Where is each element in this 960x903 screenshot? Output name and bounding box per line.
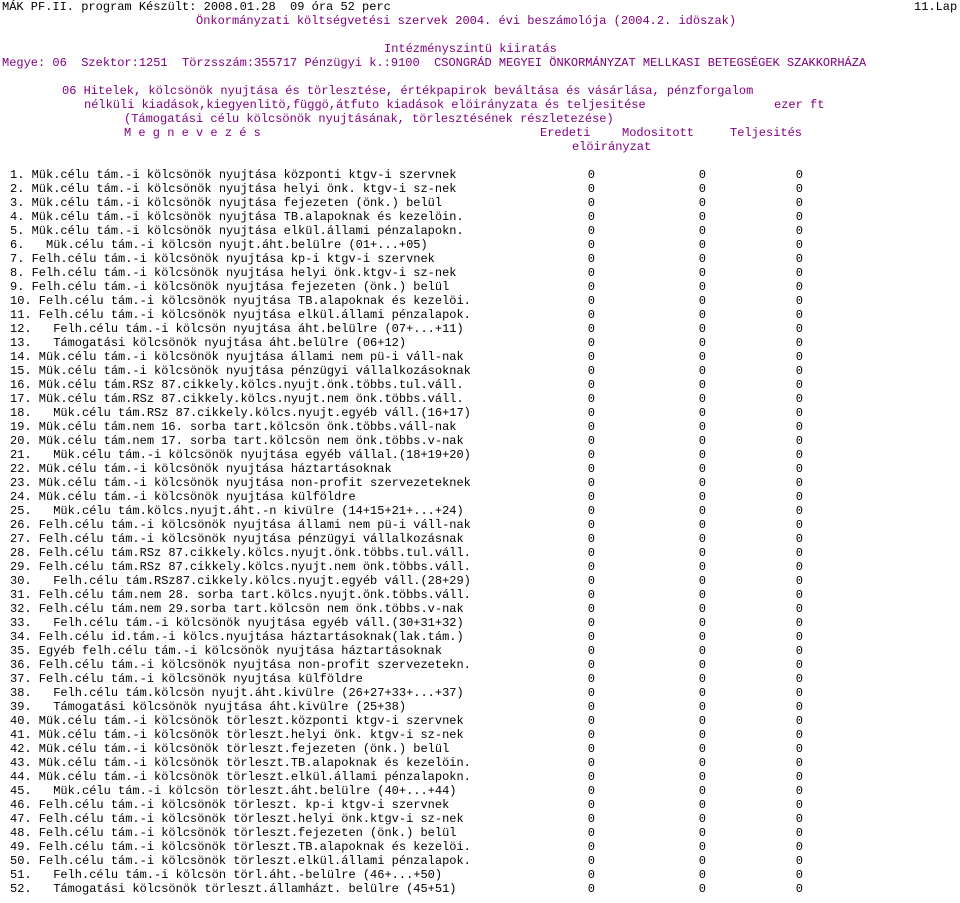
row-label: 33. Felh.célu tám.-i kölcsönök nyujtása egyéb váll.(30+31+32) — [10, 616, 464, 630]
row-label: 34. Felh.célu id.tám.-i kölcs.nyujtása háztartásoknak(lak.tám.) — [10, 630, 464, 644]
table-row — [0, 882, 960, 896]
actual-value: 0 — [795, 798, 803, 812]
original-value: 0 — [587, 420, 595, 434]
modified-value: 0 — [698, 210, 706, 224]
table-row — [0, 364, 960, 378]
table-row — [0, 280, 960, 294]
modified-value: 0 — [698, 742, 706, 756]
table-row — [0, 686, 960, 700]
actual-value: 0 — [795, 238, 803, 252]
actual-value: 0 — [795, 630, 803, 644]
actual-value: 0 — [795, 532, 803, 546]
table-row — [0, 714, 960, 728]
table-row — [0, 588, 960, 602]
table-row — [0, 574, 960, 588]
row-label: 21. Mük.célu tám.-i kölcsönök nyujtása egyéb vállal.(18+19+20) — [10, 448, 471, 462]
row-label: 16. Mük.célu tám.RSz 87.cikkely.kölcs.nyujt.önk.többs.tul.váll. — [10, 378, 464, 392]
actual-value: 0 — [795, 462, 803, 476]
table-row — [0, 224, 960, 238]
modified-value: 0 — [698, 308, 706, 322]
table-row — [0, 350, 960, 364]
row-label: 5. Mük.célu tám.-i kölcsönök nyujtása elkül.állami pénzalapokn. — [10, 224, 464, 238]
table-row — [0, 504, 960, 518]
table-row — [0, 476, 960, 490]
actual-value: 0 — [795, 196, 803, 210]
actual-value: 0 — [795, 714, 803, 728]
modified-value: 0 — [698, 168, 706, 182]
table-row — [0, 630, 960, 644]
table-row — [0, 826, 960, 840]
table-row — [0, 854, 960, 868]
modified-value: 0 — [698, 280, 706, 294]
row-label: 14. Mük.célu tám.-i kölcsönök nyujtása állami nem pü-i váll-nak — [10, 350, 464, 364]
actual-value: 0 — [795, 308, 803, 322]
original-value: 0 — [587, 714, 595, 728]
original-value: 0 — [587, 672, 595, 686]
section-heading-line2: nélküli kiadások,kiegyenlitö,függö,átfuto kiadások elöirányzata és teljesitése — [84, 98, 646, 112]
original-value: 0 — [587, 210, 595, 224]
modified-value: 0 — [698, 546, 706, 560]
table-row — [0, 462, 960, 476]
table-row — [0, 392, 960, 406]
row-label: 26. Felh.célu tám.-i kölcsönök nyujtása állami nem pü-i váll-nak — [10, 518, 471, 532]
actual-value: 0 — [795, 406, 803, 420]
modified-value: 0 — [698, 182, 706, 196]
modified-value: 0 — [698, 532, 706, 546]
modified-value: 0 — [698, 392, 706, 406]
row-label: 22. Mük.célu tám.-i kölcsönök nyujtása háztartásoknak — [10, 462, 392, 476]
column-header-appropriation: elöirányzat — [572, 140, 652, 154]
table-row — [0, 602, 960, 616]
modified-value: 0 — [698, 798, 706, 812]
table-row — [0, 238, 960, 252]
modified-value: 0 — [698, 196, 706, 210]
modified-value: 0 — [698, 882, 706, 896]
modified-value: 0 — [698, 406, 706, 420]
original-value: 0 — [587, 504, 595, 518]
actual-value: 0 — [795, 350, 803, 364]
modified-value: 0 — [698, 784, 706, 798]
modified-value: 0 — [698, 700, 706, 714]
table-row — [0, 518, 960, 532]
table-row — [0, 490, 960, 504]
original-value: 0 — [587, 518, 595, 532]
row-label: 45. Mük.célu tám.-i kölcsön törleszt.áht.belülre (40+...+44) — [10, 784, 457, 798]
modified-value: 0 — [698, 630, 706, 644]
actual-value: 0 — [795, 420, 803, 434]
original-value: 0 — [587, 574, 595, 588]
modified-value: 0 — [698, 518, 706, 532]
modified-value: 0 — [698, 364, 706, 378]
row-label: 47. Felh.célu tám.-i kölcsönök törleszt.helyi önk.ktgv-i sz-nek — [10, 812, 464, 826]
original-value: 0 — [587, 532, 595, 546]
actual-value: 0 — [795, 602, 803, 616]
original-value: 0 — [587, 728, 595, 742]
modified-value: 0 — [698, 658, 706, 672]
row-label: 24. Mük.célu tám.-i kölcsönök nyujtása külföldre — [10, 490, 356, 504]
actual-value: 0 — [795, 574, 803, 588]
modified-value: 0 — [698, 350, 706, 364]
original-value: 0 — [587, 784, 595, 798]
actual-value: 0 — [795, 322, 803, 336]
modified-value: 0 — [698, 560, 706, 574]
table-row — [0, 168, 960, 182]
row-label: 25. Mük.célu tám.kölcs.nyujt.áht.-n kivülre (14+15+21+...+24) — [10, 504, 464, 518]
table-row — [0, 840, 960, 854]
modified-value: 0 — [698, 854, 706, 868]
modified-value: 0 — [698, 322, 706, 336]
original-value: 0 — [587, 462, 595, 476]
actual-value: 0 — [795, 364, 803, 378]
row-label: 35. Egyéb felh.célu tám.-i kölcsönök nyujtása háztartásoknak — [10, 644, 443, 658]
modified-value: 0 — [698, 266, 706, 280]
original-value: 0 — [587, 616, 595, 630]
original-value: 0 — [587, 168, 595, 182]
actual-value: 0 — [795, 476, 803, 490]
row-label: 29. Felh.célu tám.RSz 87.cikkely.kölcs.nyujt.nem önk.többs.váll. — [10, 560, 471, 574]
table-row — [0, 672, 960, 686]
original-value: 0 — [587, 840, 595, 854]
actual-value: 0 — [795, 392, 803, 406]
modified-value: 0 — [698, 462, 706, 476]
row-label: 48. Felh.célu tám.-i kölcsönök törleszt.fejezeten (önk.) belül — [10, 826, 457, 840]
actual-value: 0 — [795, 658, 803, 672]
print-header-left: MÁK PF.II. program Készült: 2008.01.28 09 óra 52 perc — [2, 0, 391, 14]
actual-value: 0 — [795, 336, 803, 350]
actual-value: 0 — [795, 378, 803, 392]
row-label: 1. Mük.célu tám.-i kölcsönök nyujtása központi ktgv-i szervnek — [10, 168, 457, 182]
actual-value: 0 — [795, 448, 803, 462]
original-value: 0 — [587, 588, 595, 602]
modified-value: 0 — [698, 574, 706, 588]
row-label: 9. Felh.célu tám.-i kölcsönök nyujtása fejezeten (önk.) belül — [10, 280, 450, 294]
actual-value: 0 — [795, 840, 803, 854]
row-label: 15. Mük.célu tám.-i kölcsönök nyujtása pénzügyi vállalkozásoknak — [10, 364, 471, 378]
row-label: 2. Mük.célu tám.-i kölcsönök nyujtása helyi önk. ktgv-i sz-nek — [10, 182, 457, 196]
original-value: 0 — [587, 196, 595, 210]
row-label: 46. Felh.célu tám.-i kölcsönök törleszt. kp-i ktgv-i szervnek — [10, 798, 450, 812]
actual-value: 0 — [795, 490, 803, 504]
page-number: 11.Lap — [914, 0, 958, 14]
modified-value: 0 — [698, 336, 706, 350]
table-row — [0, 406, 960, 420]
row-label: 42. Mük.célu tám.-i kölcsönök törleszt.fejezeten (önk.) belül — [10, 742, 450, 756]
modified-value: 0 — [698, 770, 706, 784]
row-label: 28. Felh.célu tám.RSz 87.cikkely.kölcs.nyujt.önk.többs.tul.váll. — [10, 546, 471, 560]
actual-value: 0 — [795, 700, 803, 714]
row-label: 18. Mük.célu tám.RSz 87.cikkely.kölcs.nyujt.egyéb váll.(16+17) — [10, 406, 471, 420]
row-label: 41. Mük.célu tám.-i kölcsönök törleszt.helyi önk. ktgv-i sz-nek — [10, 728, 464, 742]
modified-value: 0 — [698, 490, 706, 504]
actual-value: 0 — [795, 434, 803, 448]
row-label: 38. Felh.célu tám.kölcsön nyujt.áht.kivülre (26+27+33+...+37) — [10, 686, 464, 700]
actual-value: 0 — [795, 560, 803, 574]
actual-value: 0 — [795, 854, 803, 868]
actual-value: 0 — [795, 294, 803, 308]
row-label: 51. Felh.célu tám.-i kölcsön törl.áht.-belülre (46+...+50) — [10, 868, 443, 882]
actual-value: 0 — [795, 252, 803, 266]
original-value: 0 — [587, 812, 595, 826]
table-row — [0, 252, 960, 266]
row-label: 27. Felh.célu tám.-i kölcsönök nyujtása pénzügyi vállalkozásnak — [10, 532, 464, 546]
original-value: 0 — [587, 252, 595, 266]
modified-value: 0 — [698, 588, 706, 602]
table-row — [0, 784, 960, 798]
institution-meta: Megye: 06 Szektor:1251 Törzsszám:355717 Pénzügyi k.:9100 CSONGRÁD MEGYEI ÖNKORMÁNYZAT MELLKASI BETEGSÉGEK SZAKKORHÁZA — [2, 56, 867, 70]
report-title: Intézményszintü kiiratás — [384, 42, 557, 56]
original-value: 0 — [587, 686, 595, 700]
table-row — [0, 336, 960, 350]
table-row — [0, 294, 960, 308]
original-value: 0 — [587, 364, 595, 378]
actual-value: 0 — [795, 168, 803, 182]
original-value: 0 — [587, 294, 595, 308]
modified-value: 0 — [698, 686, 706, 700]
row-label: 12. Felh.célu tám.-i kölcsön nyujtása áht.belülre (07+...+11) — [10, 322, 464, 336]
table-row — [0, 266, 960, 280]
row-label: 6. Mük.célu tám.-i kölcsön nyujt.áht.belülre (01+...+05) — [10, 238, 428, 252]
original-value: 0 — [587, 266, 595, 280]
original-value: 0 — [587, 476, 595, 490]
actual-value: 0 — [795, 672, 803, 686]
table-row — [0, 448, 960, 462]
original-value: 0 — [587, 308, 595, 322]
modified-value: 0 — [698, 756, 706, 770]
actual-value: 0 — [795, 728, 803, 742]
modified-value: 0 — [698, 294, 706, 308]
actual-value: 0 — [795, 882, 803, 896]
original-value: 0 — [587, 224, 595, 238]
actual-value: 0 — [795, 210, 803, 224]
original-value: 0 — [587, 448, 595, 462]
actual-value: 0 — [795, 266, 803, 280]
section-heading-line3: (Támogatási célu kölcsönök nyujtásának, törlesztésének részletezése) — [124, 112, 614, 126]
table-row — [0, 308, 960, 322]
original-value: 0 — [587, 742, 595, 756]
original-value: 0 — [587, 546, 595, 560]
modified-value: 0 — [698, 238, 706, 252]
original-value: 0 — [587, 406, 595, 420]
report-subtitle: Önkormányzati költségvetési szervek 2004. évi beszámolója (2004.2. idöszak) — [196, 14, 737, 28]
table-row — [0, 742, 960, 756]
row-label: 37. Felh.célu tám.-i kölcsönök nyujtása külföldre — [10, 672, 363, 686]
modified-value: 0 — [698, 224, 706, 238]
actual-value: 0 — [795, 756, 803, 770]
row-label: 44. Mük.célu tám.-i kölcsönök törleszt.elkül.állami pénzalapokn. — [10, 770, 471, 784]
actual-value: 0 — [795, 644, 803, 658]
original-value: 0 — [587, 182, 595, 196]
original-value: 0 — [587, 798, 595, 812]
table-row — [0, 728, 960, 742]
row-label: 8. Felh.célu tám.-i kölcsönök nyujtása helyi önk.ktgv-i sz-nek — [10, 266, 457, 280]
modified-value: 0 — [698, 728, 706, 742]
table-row — [0, 868, 960, 882]
column-header-actual: Teljesités — [730, 126, 803, 140]
modified-value: 0 — [698, 644, 706, 658]
original-value: 0 — [587, 560, 595, 574]
modified-value: 0 — [698, 840, 706, 854]
row-label: 31. Felh.célu tám.nem 28. sorba tart.kölcs.nyujt.önk.többs.váll. — [10, 588, 471, 602]
table-row — [0, 560, 960, 574]
original-value: 0 — [587, 658, 595, 672]
table-row — [0, 378, 960, 392]
table-row — [0, 770, 960, 784]
modified-value: 0 — [698, 868, 706, 882]
modified-value: 0 — [698, 252, 706, 266]
modified-value: 0 — [698, 420, 706, 434]
actual-value: 0 — [795, 868, 803, 882]
original-value: 0 — [587, 770, 595, 784]
modified-value: 0 — [698, 826, 706, 840]
column-header-modified: Modositott — [622, 126, 695, 140]
table-row — [0, 210, 960, 224]
actual-value: 0 — [795, 616, 803, 630]
modified-value: 0 — [698, 434, 706, 448]
table-row — [0, 532, 960, 546]
modified-value: 0 — [698, 812, 706, 826]
original-value: 0 — [587, 434, 595, 448]
actual-value: 0 — [795, 588, 803, 602]
row-label: 17. Mük.célu tám.RSz 87.cikkely.kölcs.nyujt.nem önk.többs.váll. — [10, 392, 464, 406]
actual-value: 0 — [795, 182, 803, 196]
table-row — [0, 644, 960, 658]
original-value: 0 — [587, 280, 595, 294]
row-label: 49. Felh.célu tám.-i kölcsönök törleszt.TB.alapoknak és kezelöi. — [10, 840, 471, 854]
original-value: 0 — [587, 644, 595, 658]
actual-value: 0 — [795, 518, 803, 532]
table-row — [0, 700, 960, 714]
original-value: 0 — [587, 238, 595, 252]
row-label: 36. Felh.célu tám.-i kölcsönök nyujtása non-profit szervezetekn. — [10, 658, 471, 672]
row-label: 39. Támogatási kölcsönök nyujtása áht.kivülre (25+38) — [10, 700, 407, 714]
table-row — [0, 812, 960, 826]
row-label: 3. Mük.célu tám.-i kölcsönök nyujtása fejezeten (önk.) belül — [10, 196, 443, 210]
row-label: 32. Felh.célu tám.nem 29.sorba tart.kölcsön nem önk.többs.v-nak — [10, 602, 464, 616]
column-header-name: M e g n e v e z é s — [124, 126, 261, 140]
modified-value: 0 — [698, 602, 706, 616]
actual-value: 0 — [795, 504, 803, 518]
row-label: 10. Felh.célu tám.-i kölcsönök nyujtása TB.alapoknak és kezelöi. — [10, 294, 471, 308]
original-value: 0 — [587, 350, 595, 364]
modified-value: 0 — [698, 672, 706, 686]
table-row — [0, 658, 960, 672]
modified-value: 0 — [698, 448, 706, 462]
row-label: 11. Felh.célu tám.-i kölcsönök nyujtása elkül.állami pénzalapok. — [10, 308, 471, 322]
unit-label: ezer ft — [774, 98, 825, 112]
row-label: 40. Mük.célu tám.-i kölcsönök törleszt.központi ktgv-i szervnek — [10, 714, 464, 728]
row-label: 30. Felh.célu tám.RSz87.cikkely.kölcs.nyujt.egyéb váll.(28+29) — [10, 574, 471, 588]
row-label: 20. Mük.célu tám.nem 17. sorba tart.kölcsön nem önk.többs.v-nak — [10, 434, 464, 448]
original-value: 0 — [587, 868, 595, 882]
original-value: 0 — [587, 700, 595, 714]
original-value: 0 — [587, 854, 595, 868]
row-label: 19. Mük.célu tám.nem 16. sorba tart.kölcsön önk.többs.váll-nak — [10, 420, 457, 434]
table-row — [0, 756, 960, 770]
original-value: 0 — [587, 336, 595, 350]
modified-value: 0 — [698, 378, 706, 392]
actual-value: 0 — [795, 784, 803, 798]
actual-value: 0 — [795, 770, 803, 784]
section-heading-line1: 06 Hitelek, kölcsönök nyujtása és törlesztése, értékpapirok beváltása és vásárlása, pénzforgalom — [62, 84, 754, 98]
actual-value: 0 — [795, 742, 803, 756]
modified-value: 0 — [698, 714, 706, 728]
actual-value: 0 — [795, 812, 803, 826]
original-value: 0 — [587, 602, 595, 616]
row-label: 4. Mük.célu tám.-i kölcsönök nyujtása TB.alapoknak és kezelöin. — [10, 210, 464, 224]
table-row — [0, 616, 960, 630]
table-row — [0, 196, 960, 210]
row-label: 7. Felh.célu tám.-i kölcsönök nyujtása kp-i ktgv-i szervnek — [10, 252, 435, 266]
actual-value: 0 — [795, 686, 803, 700]
original-value: 0 — [587, 756, 595, 770]
actual-value: 0 — [795, 546, 803, 560]
row-label: 13. Támogatási kölcsönök nyujtása áht.belülre (06+12) — [10, 336, 407, 350]
original-value: 0 — [587, 826, 595, 840]
actual-value: 0 — [795, 280, 803, 294]
actual-value: 0 — [795, 224, 803, 238]
original-value: 0 — [587, 392, 595, 406]
table-row — [0, 434, 960, 448]
original-value: 0 — [587, 490, 595, 504]
row-label: 52. Támogatási kölcsönök törleszt.államházt. belülre (45+51) — [10, 882, 457, 896]
row-label: 43. Mük.célu tám.-i kölcsönök törleszt.TB.alapoknak és kezelöin. — [10, 756, 471, 770]
modified-value: 0 — [698, 616, 706, 630]
original-value: 0 — [587, 322, 595, 336]
original-value: 0 — [587, 630, 595, 644]
column-header-original: Eredeti — [540, 126, 591, 140]
original-value: 0 — [587, 378, 595, 392]
table-row — [0, 798, 960, 812]
actual-value: 0 — [795, 826, 803, 840]
modified-value: 0 — [698, 504, 706, 518]
modified-value: 0 — [698, 476, 706, 490]
table-row — [0, 182, 960, 196]
row-label: 23. Mük.célu tám.-i kölcsönök nyujtása non-profit szervezeteknek — [10, 476, 471, 490]
table-row — [0, 420, 960, 434]
original-value: 0 — [587, 882, 595, 896]
row-label: 50. Felh.célu tám.-i kölcsönök törleszt.elkül.állami pénzalapok. — [10, 854, 471, 868]
table-row — [0, 546, 960, 560]
table-row — [0, 322, 960, 336]
